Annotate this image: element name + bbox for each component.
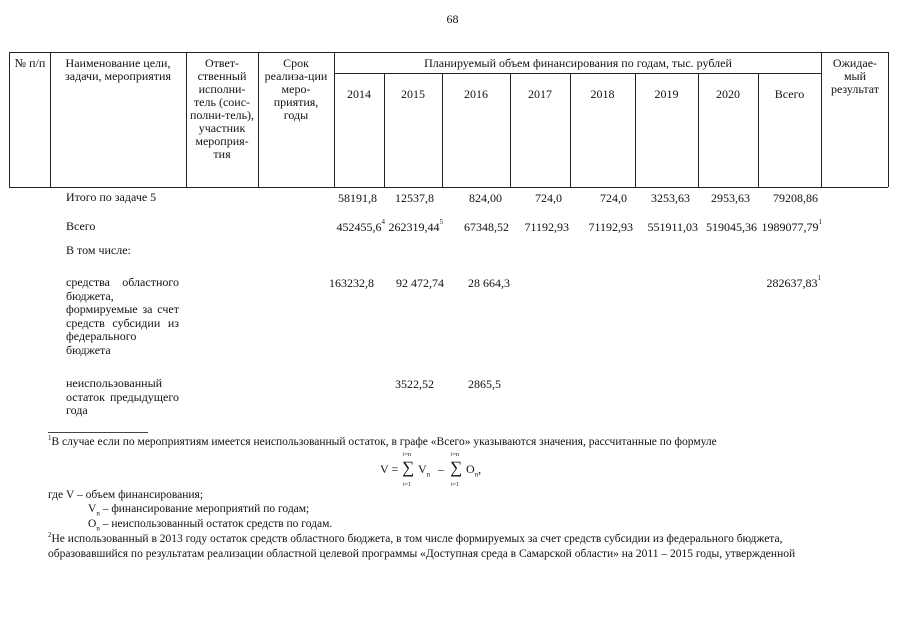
year-2016: 2016 [464,87,488,101]
year-total: Всего [774,87,805,101]
sum-upper: i=n [451,452,460,458]
sum-lower: i=1 [403,482,412,488]
footnote-text: Не использованный в 2013 году остаток средств областного бюджета, в том числе формируемых за счет средств субсидии из федерального бюджета, [51,533,783,545]
cell-grand-total [762,220,823,235]
cell-grand-2014 [337,220,386,235]
year-2020: 2020 [716,87,740,101]
footnote-where: где V – объем финансирования; [48,489,204,501]
cell-grand-2020: 519045,36 [706,220,757,234]
year-2015: 2015 [401,87,425,101]
sum-sign-1 [402,452,415,488]
cell-task5-2017: 724,0 [535,191,562,205]
row-label-regional-budget: средства областного бюджета, формируемые за счет средств субсидии из федерального бюджета [66,275,179,357]
footnote-text: В случае если по мероприятиям имеется неиспользованный остаток, в графе «Всего» указываются значения, рассчитанные по формуле [51,436,717,448]
sum-sign-2 [450,452,463,488]
term: V [418,462,427,476]
term: V [88,503,97,515]
cell-regional-total [767,276,822,291]
footnote-2-line1 [48,533,782,545]
cell-unused-2016: 2865,5 [468,377,501,391]
cell-task5-2020: 2953,63 [711,191,750,205]
vline [186,52,187,187]
value: 282637,83 [766,276,818,290]
year-2014: 2014 [347,87,371,101]
definition-text: – финансирование мероприятий по годам; [99,503,310,515]
vline [9,52,10,187]
cell-task5-2018: 724,0 [600,191,627,205]
term: O [88,518,97,530]
formula-term-2 [466,462,481,478]
formula-lhs: V = [380,462,399,476]
cell-task5-2016: 824,00 [469,191,502,205]
footnote-mark: 1 [48,434,52,442]
cell-task5-2019: 3253,63 [651,191,690,205]
header-col-responsible: Ответ-ственный исполни-тель (соис-полни-тель), участник мероприя-тия [189,56,255,161]
header-col-funding: Планируемый объем финансирования по годам, тыс. рублей [424,56,732,70]
year-2018: 2018 [590,87,615,101]
definition-text: – неиспользованный остаток средств по годам. [99,518,333,530]
footnote-mark: 2 [48,531,52,539]
cell-grand-2019: 551911,03 [647,220,698,234]
cell-grand-2016: 67348,52 [464,220,509,234]
header-col-name: Наименование цели, задачи, мероприятия [65,56,171,83]
header-bottom-border [9,187,888,188]
cell-grand-2017: 71192,93 [524,220,569,234]
cell-task5-2014: 58191,8 [338,191,377,205]
value: 262319,44 [388,220,440,234]
term: O [466,462,475,476]
formula-minus: – [438,462,444,476]
header-col-term: Срок реализа-ции меро-приятия, годы [264,56,328,122]
footnote-separator [48,432,148,433]
vline [334,52,335,187]
row-label-task5-total: Итого по задаче 5 [66,190,157,204]
footnote-mark: 5 [439,218,443,226]
vline [50,52,51,187]
cell-regional-2016: 28 664,3 [468,276,510,290]
header-col-number: № п/п [14,56,46,70]
vline [821,52,822,187]
definition-on [88,518,332,532]
year-2019: 2019 [654,87,679,101]
footnote-mark: 1 [817,274,821,282]
sum-lower: i=1 [451,482,460,488]
header-col-result: Ожидае-мый результат [830,56,880,96]
cell-regional-2015: 92 472,74 [396,276,444,290]
footnote-2-line2: образовавшийся по результатам реализации областной целевой программы «Доступная среда в Самарской области» на 2011 – 2015 годы, утвержденной [48,548,796,560]
vline [888,52,889,187]
subscript: n [474,470,479,479]
vline [258,52,259,187]
formula-tail: , [478,462,482,476]
value: 452455,6 [336,220,382,234]
subscript: n [96,509,100,518]
cell-grand-2018: 71192,93 [588,220,633,234]
funding-sub-border [334,73,821,74]
definition-vn [88,503,309,517]
row-label-including: В том числе: [66,243,131,257]
subscript: n [426,470,431,479]
row-label-unused-balance: неиспользованный остаток предыдущего года [66,376,179,417]
footnote-mark: 1 [818,218,822,226]
subscript: n [96,524,100,533]
sigma-glyph: ∑ [450,458,463,477]
cell-regional-2014: 163232,8 [329,276,374,290]
sum-upper: i=n [403,452,412,458]
page-number: 68 [446,12,459,26]
year-2017: 2017 [528,87,552,101]
financing-formula [380,452,520,488]
cell-grand-2015 [389,220,444,235]
value: 1989077,79 [761,220,819,234]
cell-task5-2015: 12537,8 [395,191,434,205]
header-top-border [9,52,888,53]
cell-task5-total: 79208,86 [773,191,818,205]
cell-unused-2015: 3522,52 [395,377,434,391]
sigma-glyph: ∑ [402,458,415,477]
footnote-1 [48,436,717,448]
row-label-grand-total: Всего [66,219,96,233]
formula-term-1 [418,462,430,478]
footnote-mark: 4 [381,218,385,226]
